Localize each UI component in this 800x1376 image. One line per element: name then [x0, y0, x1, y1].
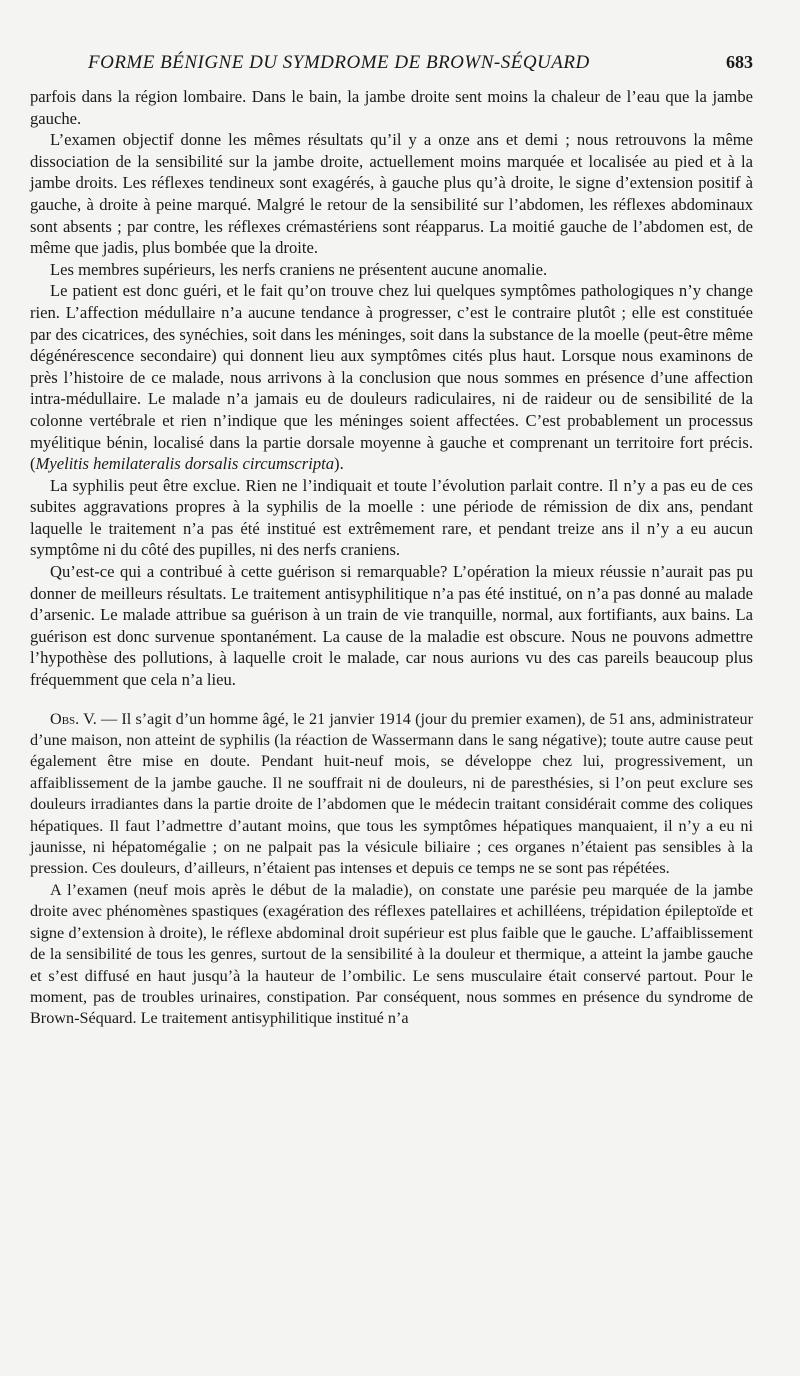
paragraph-5: La syphilis peut être exclue. Rien ne l’indiquait et toute l’évolution parlait contre. Il n’y a pas eu de ces subites aggravations propres à la syphilis de la moelle : une période de rémission de dix ans, pendant laquelle le traitement n’a pas été institué est extrêmement rare, et pendant treize ans il n’y a eu aucun symptôme ni du côté des pupilles, ni des nerfs craniens.: [30, 475, 753, 560]
paragraph-3: Les membres supérieurs, les nerfs craniens ne présentent aucune anomalie.: [50, 259, 548, 279]
paragraph-2: L’examen objectif donne les mêmes résultats qu’il y a onze ans et demi ; nous retrouvons la même dissociation de la sensibilité sur la jambe droite, actuellement moins marquée et localisée au pied et à la jambe droits. Les réflexes tendineux sont exagérés, à gauche plus qu’à droite, le signe d’extension positif à gauche, à droite à peine marqué. Malgré le retour de la sensibilité sur l’abdomen, les réflexes abdominaux sont absents ; par contre, les réflexes crémastériens sont réapparus. La moitié gauche de l’abdomen est, de même que jadis, plus bombée que la droite.: [30, 130, 753, 258]
observation-text: — Il s’agit d’un homme âgé, le 21 janvier 1914 (jour du premier examen), de 51 ans, administrateur d’une maison, non atteint de syphilis (la réaction de Wassermann dans le sang négative); toute autre cause peut également être mise en doute. Pendant huit-neuf mois, se développe chez lui, progressivement, un affaiblissement de la jambe gauche. Il ne souffrait ni de douleurs, ni de paresthésies, si l’on peut exclure ses douleurs irradiantes dans la partie droite de l’abdomen que le médecin traitant considérait comme des coliques hépatiques. Il faut l’admettre d’autant moins, que tous les symptômes hépatiques manquaient, il n’y a eu ni jaunisse, ni hépatomégalie ; on ne palpait pas la vésicule biliaire ; ces organes n’étaient pas sensibles à la pression. Ces douleurs, d’ailleurs, n’étaient pas intenses et depuis ce temps ne se sont pas répétées.: [30, 709, 753, 878]
page: [30, 52, 753, 1030]
observation-label: Obs. V.: [50, 709, 97, 728]
paragraph-4-text-b: ).: [334, 454, 344, 474]
observation-5: [30, 709, 753, 880]
paragraph-4: [30, 280, 753, 474]
latin-diagnosis: Myelitis hemilateralis dorsalis circumscripta: [35, 454, 335, 474]
paragraph-6: Qu’est-ce qui a contribué à cette guérison si remarquable? L’opération la mieux réussie n’aurait pas pu donner de meilleurs résultats. Le traitement antisyphilitique n’a pas été institué, on n’a pas donné au malade d’arsenic. Le malade attribue sa guérison à un train de vie tranquille, normal, aux fortifiants, aux bains. La guérison est donc survenue spontanément. La cause de la maladie est obscure. Nous ne pouvons admettre l’hypothèse des pollutions, à laquelle croit le malade, car nous aurions vu des cas pareils beaucoup plus fréquemment que cela n’a lieu.: [30, 562, 753, 690]
running-title: FORME BÉNIGNE DU SYMDROME DE BROWN-SÉQUARD: [88, 52, 590, 73]
body-text: [30, 86, 753, 1030]
paragraph-8: A l’examen (neuf mois après le début de la maladie), on constate une parésie peu marquée de la jambe droite avec phénomènes spastiques (exagération des réflexes patellaires et achilléens, trépidation épileptoïde et signe d’extension à droite), le réflexe abdominal droit supérieur est plus faible que le gauche. L’affaiblissement de la sensibilité de tous les genres, surtout de la sensibilité à la douleur et thermique, a atteint la jambe gauche et s’est diffusé en haut jusqu’à la hauteur de l’ombilic. Le sens musculaire était conservé partout. Pour le moment, pas de troubles urinaires, constipation. Par conséquent, nous sommes en présence du syndrome de Brown-Séquard. Le traitement antisyphilitique institué n’a: [30, 880, 753, 1028]
paragraph-4-text-a: Le patient est donc guéri, et le fait qu’on trouve chez lui quelques symptômes pathologiques n’y change rien. L’affection médullaire n’a aucune tendance à progresser, c’est le contraire plutôt ; elle est constituée par des cicatrices, des synéchies, soit dans les méninges, soit dans la substance de la moelle (peut-être même dégénérescence secondaire) qui donnent lieu aux symptômes cités plus haut. Lorsque nous examinons de près l’histoire de ce malade, nous arrivons à la conclusion que nous sommes en présence d’une affection intra-médullaire. Le malade n’a jamais eu de douleurs radiculaires, ni de raideur ou de sensibilité de la colonne vertébrale et rien n’indique que les méninges soient affectées. C’est probablement un processus myélitique bénin, localisé dans la partie dorsale moyenne à gauche et comprenant un territoire fort précis. (: [30, 281, 753, 474]
paragraph-1: parfois dans la région lombaire. Dans le bain, la jambe droite sent moins la chaleur de l’eau que la jambe gauche.: [30, 87, 753, 128]
running-header: [30, 52, 753, 86]
page-number: 683: [726, 52, 753, 72]
